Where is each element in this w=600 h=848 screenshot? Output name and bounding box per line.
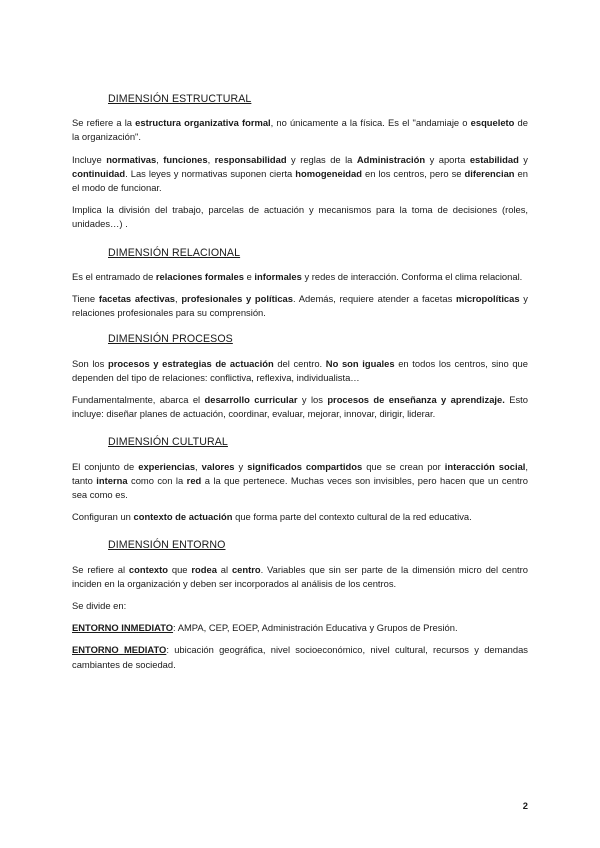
bold-term: experiencias: [138, 460, 196, 472]
bold-term: interacción social: [444, 460, 526, 472]
bold-term: facetas afectivas: [98, 293, 175, 305]
paragraph-entorno-inmediato: [72, 621, 528, 635]
bold-term: diferencian: [464, 167, 515, 179]
text-run: en los centros, pero se: [361, 167, 465, 179]
paragraph-entorno-1: [72, 563, 528, 591]
bold-term: valores: [201, 460, 235, 472]
bold-term: significados compartidos: [247, 460, 363, 472]
section-relacional: [72, 246, 528, 321]
bold-term: No son iguales: [325, 357, 395, 369]
text-run: . Además, requiere atender a facetas: [292, 293, 456, 305]
text-run: . Las leyes y normativas suponen cierta: [125, 167, 296, 179]
text-run: que forma parte del contexto cultural de la red educativa.: [232, 511, 472, 523]
text-run: Es el entramado de: [72, 270, 156, 282]
text-run: y los: [297, 394, 328, 406]
paragraph-procesos-2: [72, 393, 528, 421]
bold-term: rodea: [191, 563, 217, 575]
section-heading-cultural: DIMENSIÓN CULTURAL: [108, 436, 228, 449]
text-run: y: [518, 153, 528, 165]
text-run: , no únicamente a la física. Es el "andamiaje o: [270, 117, 471, 129]
text-run: y redes de interacción. Conforma el clima relacional.: [301, 270, 523, 282]
bold-term: procesos y estrategias de actuación: [107, 357, 274, 369]
bold-term: continuidad: [72, 167, 126, 179]
text-run: ,: [156, 153, 164, 165]
text-run: ,: [195, 460, 202, 472]
text-run: Son los: [72, 357, 108, 369]
text-run: de la organización".: [72, 117, 528, 143]
text-run: y relaciones profesionales para su comprensión.: [72, 293, 528, 319]
paragraph-procesos-1: [72, 357, 528, 385]
text-run: en todos los centros, sino que dependen del tipo de relaciones: conflictiva, reflexiva, individualista…: [72, 357, 528, 383]
paragraph-entorno-2: Se divide en:: [72, 600, 127, 612]
entorno-mediato-label: ENTORNO MEDIATO: [72, 644, 167, 656]
text-run: en el modo de funcionar.: [72, 167, 528, 194]
text-run: que se crean por: [362, 460, 445, 472]
bold-term: funciones: [163, 153, 208, 165]
text-run: , tanto: [72, 460, 528, 486]
section-estructural: [72, 92, 528, 232]
text-run: ,: [207, 153, 215, 165]
entorno-inmediato-text: : AMPA, CEP, EOEP, Administración Educativa y Grupos de Presión.: [173, 622, 458, 634]
bold-term: profesionales y políticas: [181, 293, 293, 305]
bold-term: esqueleto: [470, 117, 515, 129]
text-run: El conjunto de: [72, 460, 139, 472]
paragraph-estructural-3: Implica la división del trabajo, parcelas de actuación y mecanismos para la toma de decisiones (roles, unidades…) .: [72, 204, 528, 230]
text-run: al: [216, 563, 232, 575]
text-run: Incluye: [72, 153, 107, 165]
bold-term: micropolíticas: [456, 293, 520, 305]
text-run: Esto incluye: diseñar planes de actuación, coordinar, evaluar, mejorar, innovar, dirigir, liderar.: [72, 394, 528, 420]
bold-term: desarrollo curricular: [204, 394, 298, 406]
text-run: Fundamentalmente, abarca el: [72, 394, 205, 406]
paragraph-relacional-1: [72, 270, 528, 284]
paragraph-estructural-1: [72, 116, 528, 144]
bold-term: centro: [231, 563, 261, 575]
bold-term: relaciones formales: [155, 270, 244, 282]
text-run: que: [168, 563, 192, 575]
paragraph-cultural-2: [72, 510, 528, 524]
text-run: Se refiere a la: [72, 117, 136, 129]
bold-term: contexto de actuación: [133, 511, 233, 523]
bold-term: Administración: [356, 153, 426, 165]
document-page: [72, 92, 528, 686]
section-heading-relacional: DIMENSIÓN RELACIONAL: [108, 246, 241, 259]
text-run: ,: [175, 293, 182, 305]
text-run: e: [243, 270, 255, 282]
section-entorno: [72, 538, 528, 671]
text-run: . Variables que sin ser parte de la dimensión micro del centro inciden en la organización y deben ser incorporados al análisis de los centros.: [72, 563, 529, 589]
text-run: como con la: [127, 474, 187, 486]
text-run: y: [234, 460, 248, 472]
text-run: y aporta: [425, 153, 470, 165]
paragraph-cultural-1: [72, 460, 528, 503]
text-run: y reglas de la: [286, 153, 357, 165]
section-procesos: [72, 332, 528, 421]
section-heading-estructural: DIMENSIÓN ESTRUCTURAL: [108, 93, 252, 105]
text-run: del centro.: [273, 357, 326, 369]
section-heading-entorno: DIMENSIÓN ENTORNO: [108, 539, 226, 552]
paragraph-estructural-2: [72, 153, 528, 196]
section-cultural: [72, 435, 528, 524]
bold-term: contexto: [128, 563, 168, 575]
bold-term: informales: [254, 270, 302, 282]
page-number: 2: [522, 800, 528, 811]
bold-term: estabilidad: [469, 153, 519, 165]
bold-term: procesos de enseñanza y aprendizaje.: [327, 394, 505, 406]
bold-term: red: [186, 474, 202, 486]
section-heading-procesos: DIMENSIÓN PROCESOS: [108, 333, 233, 346]
paragraph-entorno-mediato: [72, 643, 528, 671]
bold-term: normativas: [106, 153, 157, 165]
text-run: a la que pertenece. Muchas veces son invisibles, pero hacen que un centro sea como es.: [72, 474, 528, 501]
bold-term: interna: [96, 474, 128, 486]
bold-term: homogeneidad: [295, 167, 362, 179]
text-run: Se refiere al: [72, 563, 129, 575]
bold-term: responsabilidad: [214, 153, 287, 165]
entorno-inmediato-label: ENTORNO INMEDIATO: [72, 622, 174, 634]
bold-term: estructura organizativa formal: [135, 117, 271, 129]
paragraph-relacional-2: [72, 292, 528, 320]
text-run: Tiene: [72, 293, 99, 305]
entorno-mediato-text: : ubicación geográfica, nivel socioeconómico, nivel cultural, recursos y demandas cambiantes de sociedad.: [72, 644, 528, 670]
text-run: Configuran un: [72, 511, 134, 523]
